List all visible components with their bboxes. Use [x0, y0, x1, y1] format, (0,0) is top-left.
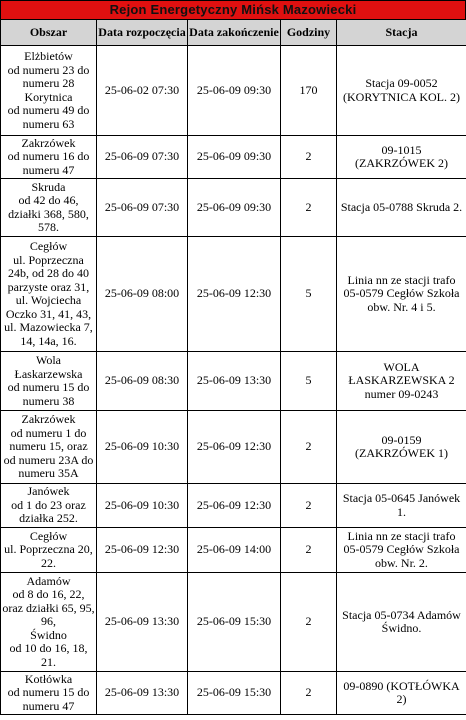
hours-cell: 2 — [281, 484, 337, 528]
end-cell: 25-06-09 15:30 — [188, 672, 281, 715]
start-cell: 25-06-09 07:30 — [97, 179, 188, 237]
col-header-start: Data rozpoczęcia — [97, 20, 188, 46]
header-row — [1, 20, 466, 46]
table-row — [1, 352, 466, 411]
start-cell: 25-06-09 08:00 — [97, 237, 188, 352]
table-row — [1, 46, 466, 136]
end-cell: 25-06-09 12:30 — [188, 484, 281, 528]
start-cell: 25-06-09 12:30 — [97, 528, 188, 573]
col-header-area: Obszar — [1, 20, 97, 46]
start-cell: 25-06-09 10:30 — [97, 484, 188, 528]
start-cell: 25-06-02 07:30 — [97, 46, 188, 136]
table-row — [1, 237, 466, 352]
area-cell: Janówek od 1 do 23 oraz działka 252. — [1, 484, 97, 528]
end-cell: 25-06-09 12:30 — [188, 411, 281, 484]
area-cell: Kotłówka od numeru 15 do numeru 47 — [1, 672, 97, 715]
table-row — [1, 528, 466, 573]
start-cell: 25-06-09 10:30 — [97, 411, 188, 484]
table-row — [1, 136, 466, 179]
station-cell: 09-0159 (ZAKRZÓWEK 1) — [337, 411, 466, 484]
table-row — [1, 484, 466, 528]
end-cell: 25-06-09 09:30 — [188, 46, 281, 136]
table-row — [1, 179, 466, 237]
hours-cell: 2 — [281, 179, 337, 237]
hours-cell: 2 — [281, 136, 337, 179]
station-cell: 09-1015 (ZAKRZÓWEK 2) — [337, 136, 466, 179]
area-cell: Adamów od 8 do 16, 22, oraz działki 65, 95, 96, Świdno od 10 do 16, 18, 21. — [1, 573, 97, 672]
station-cell: Stacja 05-0788 Skruda 2. — [337, 179, 466, 237]
start-cell: 25-06-09 13:30 — [97, 573, 188, 672]
station-cell: 09-0890 (KOTŁÓWKA 2) — [337, 672, 466, 715]
hours-cell: 2 — [281, 411, 337, 484]
hours-cell: 2 — [281, 528, 337, 573]
hours-cell: 2 — [281, 573, 337, 672]
station-cell: WOLA ŁASKARZEWSKA 2 numer 09-0243 — [337, 352, 466, 411]
start-cell: 25-06-09 08:30 — [97, 352, 188, 411]
station-cell: Stacja 05-0734 Adamów Świdno. — [337, 573, 466, 672]
end-cell: 25-06-09 15:30 — [188, 573, 281, 672]
area-cell: Wola Łaskarzewska od numeru 15 do numeru 38 — [1, 352, 97, 411]
hours-cell: 5 — [281, 352, 337, 411]
station-cell: Linia nn ze stacji trafo 05-0579 Cegłów Szkoła obw. Nr. 4 i 5. — [337, 237, 466, 352]
end-cell: 25-06-09 09:30 — [188, 136, 281, 179]
table-row — [1, 573, 466, 672]
area-cell: Elżbietów od numeru 23 do numeru 28 Korytnica od numeru 49 do numeru 63 — [1, 46, 97, 136]
station-cell: Stacja 05-0645 Janówek 1. — [337, 484, 466, 528]
hours-cell: 170 — [281, 46, 337, 136]
hours-cell: 2 — [281, 672, 337, 715]
table-row — [1, 672, 466, 715]
area-cell: Skruda od 42 do 46, działki 368, 580, 578. — [1, 179, 97, 237]
area-cell: Zakrzówek od numeru 16 do numeru 47 — [1, 136, 97, 179]
region-title: Rejon Energetyczny Mińsk Mazowiecki — [0, 0, 466, 20]
station-cell: Stacja 09-0052 (KORYTNICA KOL. 2) — [337, 46, 466, 136]
area-cell: Cegłów ul. Poprzeczna 24b, od 28 do 40 parzyste oraz 31, ul. Wojciecha Oczko 31, 41, 43, ul. Mazowiecka 7, 14, 14a, 16. — [1, 237, 97, 352]
col-header-end: Data zakończenie — [188, 20, 281, 46]
start-cell: 25-06-09 07:30 — [97, 136, 188, 179]
area-cell: Cegłów ul. Poprzeczna 20, 22. — [1, 528, 97, 573]
end-cell: 25-06-09 14:00 — [188, 528, 281, 573]
area-cell: Zakrzówek od numeru 1 do numeru 15, oraz od numeru 23A do numeru 35A — [1, 411, 97, 484]
station-cell: Linia nn ze stacji trafo 05-0579 Cegłów Szkoła obw. Nr. 2. — [337, 528, 466, 573]
hours-cell: 5 — [281, 237, 337, 352]
outage-table — [0, 19, 466, 715]
col-header-hours: Godziny — [281, 20, 337, 46]
col-header-station: Stacja — [337, 20, 466, 46]
table-row — [1, 411, 466, 484]
end-cell: 25-06-09 12:30 — [188, 237, 281, 352]
end-cell: 25-06-09 13:30 — [188, 352, 281, 411]
start-cell: 25-06-09 13:30 — [97, 672, 188, 715]
end-cell: 25-06-09 09:30 — [188, 179, 281, 237]
